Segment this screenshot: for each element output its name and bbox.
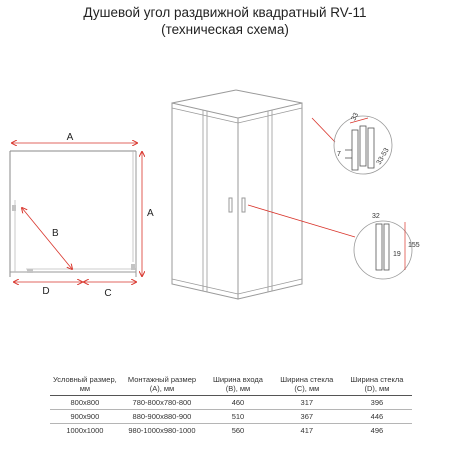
label-a-side: A [147,208,154,219]
dim-7-label: 7 [337,151,341,158]
perspective-view [172,90,302,299]
detail-circle-handle [354,221,412,279]
table-row [50,396,412,410]
diagram-title: Душевой угол раздвижной квадратный RV-11 [83,5,367,20]
cabin-right-face [238,103,302,299]
table-header-row [50,373,412,396]
label-d: D [42,286,50,297]
table-row [50,424,412,438]
header-mounting-size: Монтажный размер (А), мм [127,375,197,393]
profile-top-detail [312,112,392,174]
table-cell: 510 [231,412,245,421]
table-cell: 396 [370,398,384,407]
header-glass-width-c: Ширина стекла (C), мм [280,375,334,393]
table-cell: 880-900x880-900 [132,412,192,421]
dim-155-label: 155 [408,242,420,249]
dim-33-53-label: 33-53 [375,146,391,166]
table-cell: 446 [370,412,384,421]
header-glass-width-d: Ширина стекла (D), мм [350,375,404,393]
table-cell: 496 [370,426,384,435]
table-row [50,410,412,424]
table-cell: 460 [231,398,245,407]
label-c: C [104,288,112,299]
dim-33-label: 33 [350,111,361,122]
handle-section [376,224,389,270]
table-cell: 900x900 [70,412,100,421]
dim-32-label: 32 [372,213,380,220]
label-a-top: A [66,132,74,143]
table-cell: 367 [300,412,314,421]
profile-handle-detail [248,205,420,279]
table-cell: 780-800x780-800 [132,398,192,407]
handle-right-icon [242,198,245,212]
leader-line-top [312,118,335,142]
cabin-back-top-right [236,90,302,103]
table-cell: 980-1000x980-1000 [128,426,196,435]
table-cell: 317 [300,398,314,407]
diagram-subtitle: (техническая схема) [161,22,289,37]
plan-corner-right [131,264,135,270]
specification-table [50,373,412,437]
header-entry-width: Ширина входа (B), мм [212,375,263,393]
table-cell: 417 [300,426,314,435]
table-cell: 1000x1000 [66,426,104,435]
plan-corner-bottom [27,269,33,273]
plan-corner-left [12,205,16,211]
table-cell: 560 [231,426,245,435]
profile-section-top [345,126,374,170]
cabin-back-top-left [172,90,236,103]
header-nominal-size: Условный размер, мм [53,375,117,393]
dim-19-label: 19 [393,251,401,258]
plan-view [10,132,154,299]
table-cell: 800x800 [70,398,100,407]
dimension-b-line [22,208,72,269]
handle-left-icon [229,198,232,212]
cabin-left-face [172,103,238,299]
label-b: B [52,228,59,239]
